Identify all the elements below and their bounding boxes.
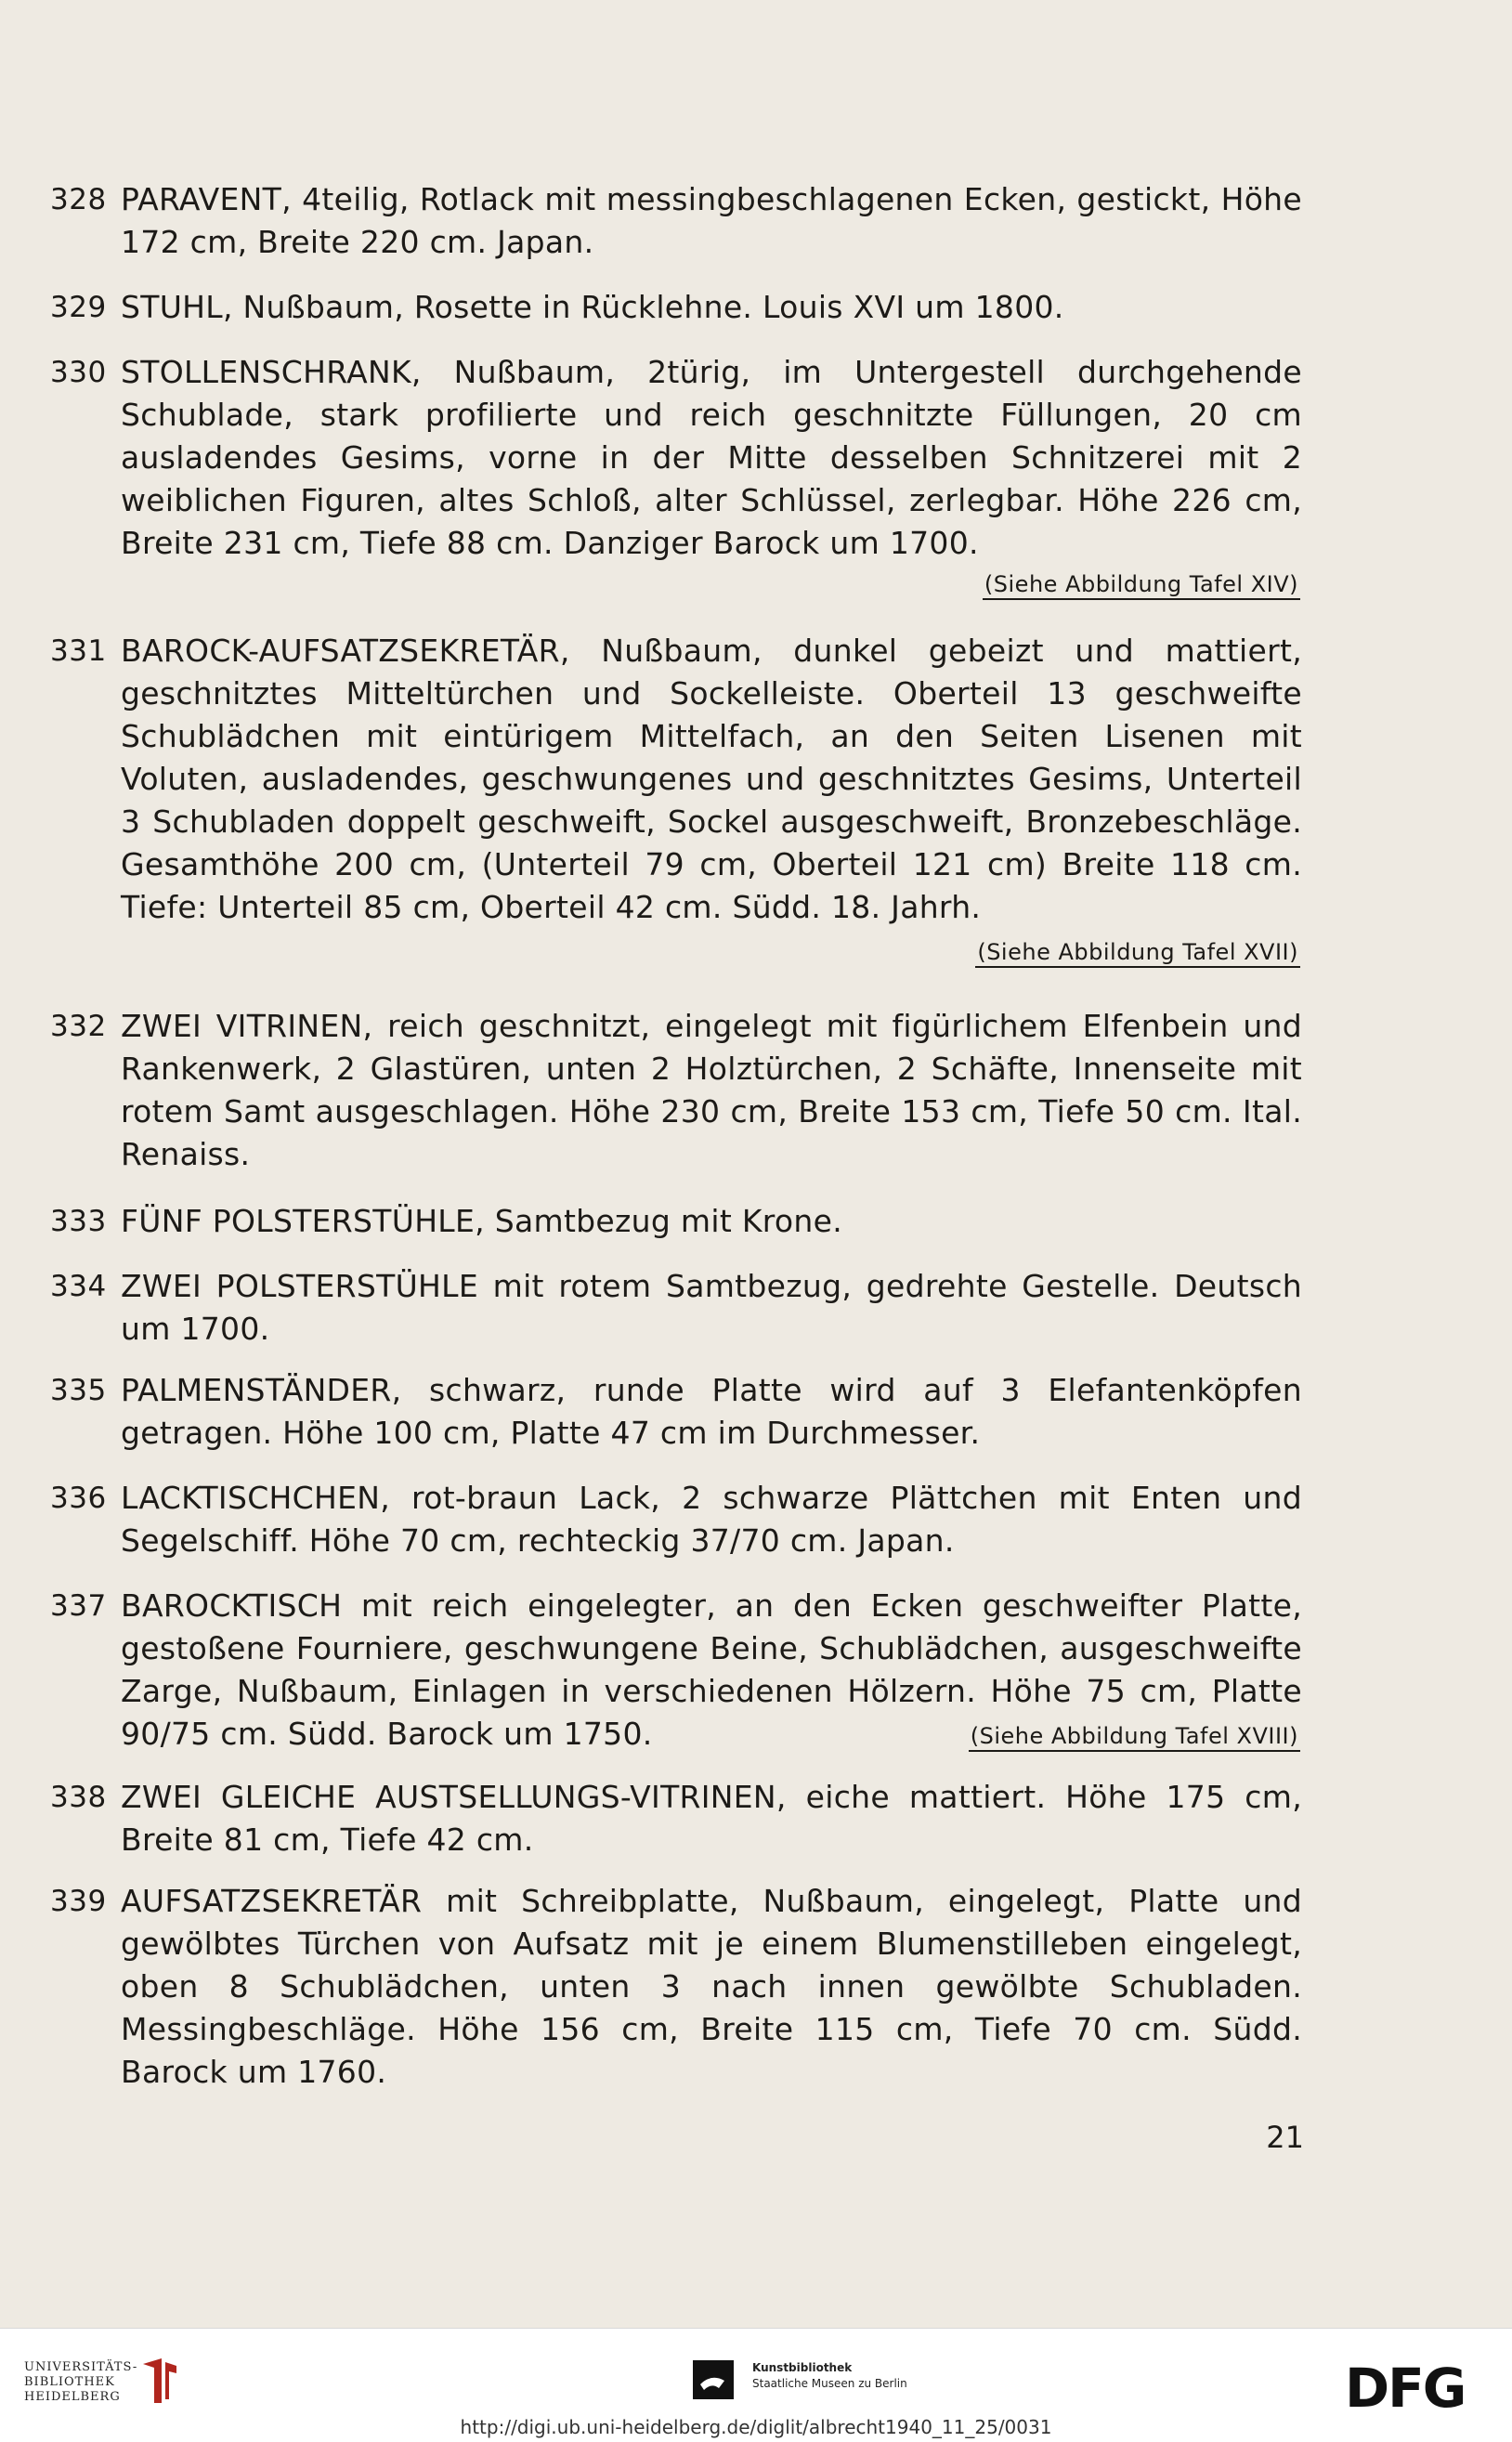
dfg-logo[interactable]: DFG (1345, 2357, 1466, 2420)
entry-number: 339 (50, 1885, 107, 1918)
kunstbibliothek-label[interactable] (752, 2360, 907, 2392)
footer-bar (0, 2328, 1512, 2442)
entry-number: 338 (50, 1781, 107, 1814)
entry-text: STOLLENSCHRANK, Nußbaum, 2türig, im Untergestell durchgehende Schublade, stark profilierte und reich geschnitzte Füllungen, 20 cm ausladendes Gesims, vorne in der Mitte desselben Schnitzerei mit 2 weiblichen Figuren, altes Schloß, alter Schlüssel, zerlegbar. Höhe 226 cm, Breite 231 cm, Tiefe 88 cm. Danziger Barock um 1700. (121, 354, 1302, 561)
entry-text: BAROCK-AUFSATZSEKRETÄR, Nußbaum, dunkel gebeizt und mattiert, geschnitztes Mitteltürchen und Sockelleiste. Oberteil 13 geschweifte Schublädchen mit eintürigem Mittelfach, an den Seiten Lisenen mit Voluten, ausladendes, geschwungenes und geschnitztes Gesims, Unterteil 3 Schubladen doppelt geschweift, Sockel ausgeschweift, Bronzebeschläge. Gesamthöhe 200 cm, (Unterteil 79 cm, Oberteil 121 cm) Breite 118 cm. Tiefe: Unterteil 85 cm, Oberteil 42 cm. Südd. 18. Jahrh. (121, 633, 1302, 925)
entry-text: FÜNF POLSTERSTÜHLE, Samtbezug mit Krone. (121, 1203, 843, 1239)
ub-line-1: UNIVERSITÄTS- (24, 2360, 138, 2374)
entry-number: 332 (50, 1010, 107, 1043)
entry-number: 334 (50, 1270, 107, 1303)
ub-line-2: BIBLIOTHEK (24, 2375, 115, 2389)
entry-number: 335 (50, 1374, 107, 1407)
kb-line-2: Staatliche Museen zu Berlin (752, 2377, 907, 2390)
figure-reference: (Siehe Abbildung Tafel XVIII) (969, 1722, 1300, 1752)
entry-text: LACKTISCHCHEN, rot-braun Lack, 2 schwarze Plättchen mit Enten und Segelschiff. Höhe 70 cm, rechteckig 37/70 cm. Japan. (121, 1480, 1302, 1559)
entry-text: ZWEI VITRINEN, reich geschnitzt, eingelegt mit figürlichem Elfenbein und Rankenwerk, 2 Glastüren, unten 2 Holztürchen, 2 Schäfte, Innenseite mit rotem Samt ausgeschlagen. Höhe 230 cm, Breite 153 cm, Tiefe 50 cm. Ital. Renaiss. (121, 1008, 1302, 1172)
ub-line-3: HEIDELBERG (24, 2390, 121, 2404)
figure-reference: (Siehe Abbildung Tafel XVII) (975, 938, 1300, 968)
entry-number: 337 (50, 1589, 107, 1623)
entry-number: 328 (50, 183, 107, 216)
entry-text: PALMENSTÄNDER, schwarz, runde Platte wird auf 3 Elefantenköpfen getragen. Höhe 100 cm, Platte 47 cm im Durchmesser. (121, 1372, 1302, 1451)
entry-text: PARAVENT, 4teilig, Rotlack mit messingbeschlagenen Ecken, gestickt, Höhe 172 cm, Breite 220 cm. Japan. (121, 181, 1302, 260)
permalink-url[interactable]: http://digi.ub.uni-heidelberg.de/diglit/albrecht1940_11_25/0031 (460, 2416, 1052, 2438)
kunstbibliothek-logo-icon[interactable] (691, 2357, 737, 2403)
entry-text: ZWEI POLSTERSTÜHLE mit rotem Samtbezug, gedrehte Gestelle. Deutsch um 1700. (121, 1268, 1302, 1347)
entry-number: 333 (50, 1205, 107, 1238)
university-library-label[interactable] (24, 2360, 137, 2405)
entry-text: STUHL, Nußbaum, Rosette in Rücklehne. Louis XVI um 1800. (121, 289, 1064, 325)
university-library-logo-icon[interactable] (137, 2355, 182, 2407)
entry-number: 336 (50, 1482, 107, 1515)
entry-number: 329 (50, 291, 107, 324)
entry-number: 330 (50, 356, 107, 389)
entry-text: AUFSATZSEKRETÄR mit Schreibplatte, Nußbaum, eingelegt, Platte und gewölbtes Türchen von Aufsatz mit je einem Blumenstilleben eingelegt, oben 8 Schublädchen, unten 3 nach innen gewölbte Schubladen. Messingbeschläge. Höhe 156 cm, Breite 115 cm, Tiefe 70 cm. Südd. Barock um 1760. (121, 1883, 1302, 2090)
page-number: 21 (1266, 2120, 1304, 2155)
entry-text: ZWEI GLEICHE AUSTSELLUNGS-VITRINEN, eiche mattiert. Höhe 175 cm, Breite 81 cm, Tiefe 42 cm. (121, 1779, 1302, 1858)
kb-line-1: Kunstbibliothek (752, 2361, 853, 2374)
entry-number: 331 (50, 634, 107, 668)
entry-text: BAROCKTISCH mit reich eingelegter, an den Ecken geschweifter Platte, gestoßene Fourniere, geschwungene Beine, Schublädchen, ausgeschweifte Zarge, Nußbaum, Einlagen in verschiedenen Hölzern. Höhe 75 cm, Platte 90/75 cm. Südd. Barock um 1750. (121, 1587, 1302, 1752)
figure-reference: (Siehe Abbildung Tafel XIV) (983, 570, 1300, 600)
